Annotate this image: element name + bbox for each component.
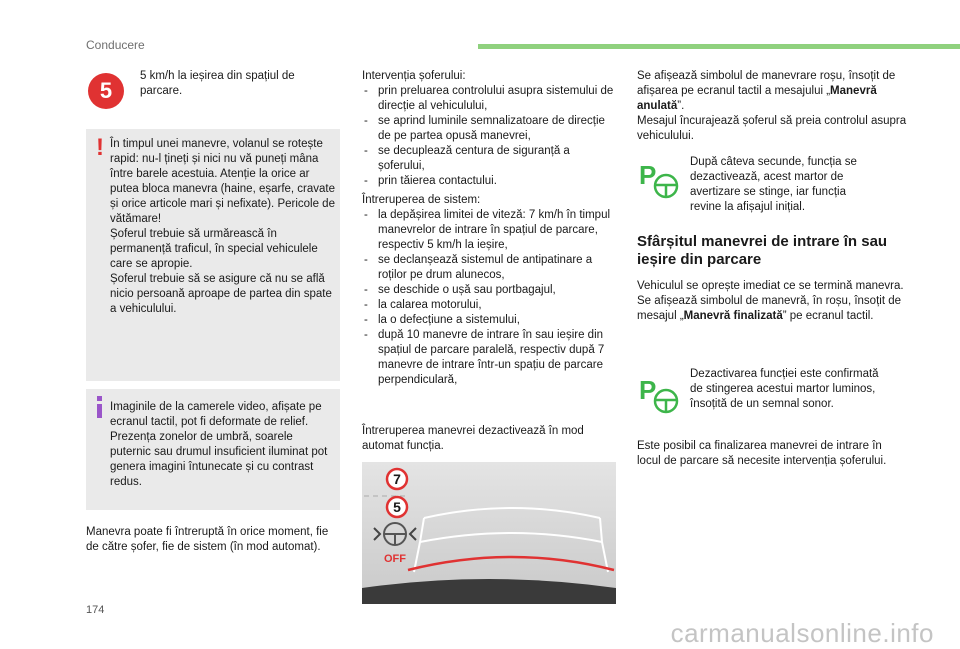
list-item: - se aprind luminile semnalizatoare de direcție de pe partea opusă manevrei, bbox=[362, 114, 618, 144]
note-confirmation: Dezactivarea funcției este confirmată de stingerea acestui martor luminos, însoțită de un semnal sonor. bbox=[690, 368, 879, 410]
warning-text: În timpul unei manevre, volanul se rotește rapid: nu-l țineți și nici nu vă puneți mâna între barele acestuia. Atenție la orice ar putea bloca manevra (haine, eșarfe, cravate și orice articole mari și nefixate). Pericole de vătămare! Șoferul trebuie să urmărească în permanență traficul, în special vehiculele care se apropie. Șoferul trebuie să se asigure că nu se află nicio persoană aproape de partea din spate a vehiculului. bbox=[110, 138, 336, 315]
list-item: - se decuplează centura de siguranță a șoferului, bbox=[362, 144, 618, 174]
bottom-left-text: Manevra poate fi întreruptă în orice moment, fie de către șofer, fie de sistem (în mod automat). bbox=[86, 526, 329, 553]
speed-badge: 5 bbox=[88, 73, 124, 109]
park-assist-icon bbox=[637, 158, 681, 202]
list-item: - după 10 manevre de intrare în sau ieșire din spațiul de parcare paralelă, respectiv după 7 manevre de intrare într-un spațiu de parcare perpendiculară, bbox=[362, 328, 618, 388]
off-label: OFF bbox=[384, 553, 406, 565]
speed-limit-5: 5 bbox=[393, 499, 401, 515]
finished-message: Manevră finalizată bbox=[683, 310, 783, 322]
park-assist-icon bbox=[637, 373, 681, 417]
watermark: carmanualsonline.info bbox=[670, 618, 934, 648]
page-number: 174 bbox=[86, 604, 105, 616]
list-item: - se declanșează sistemul de antipatinare a roților pe drum alunecos, bbox=[362, 253, 618, 283]
finished-paragraph: Vehiculul se oprește imediat ce se termină manevra. Se afișează simbolul de manevră, în roșu, însoțit de mesajul „Manevră finalizată” pe ecranul tactil. bbox=[637, 280, 904, 322]
speed-limit-7: 7 bbox=[393, 471, 401, 487]
list-item: - se deschide o ușă sau portbagajul, bbox=[362, 283, 618, 298]
info-icon bbox=[94, 396, 106, 420]
interruption-note: Întreruperea manevrei dezactivează în mod automat funcția. bbox=[362, 425, 584, 452]
camera-image bbox=[362, 462, 616, 604]
warning-box bbox=[86, 129, 340, 381]
list-item: - la depășirea limitei de viteză: 7 km/h în timpul manevrelor de intrare în spațiul de parcare, respectiv 5 km/h la ieșire, bbox=[362, 208, 618, 253]
driver-intervention bbox=[362, 69, 618, 189]
svg-text:P: P bbox=[639, 375, 657, 405]
header-bar bbox=[478, 44, 960, 49]
list-item: - la calarea motorului, bbox=[362, 298, 618, 313]
driver-intervention-list bbox=[362, 84, 618, 189]
system-interruption-list bbox=[362, 208, 618, 388]
info-box bbox=[86, 389, 340, 510]
note-deactivation: După câteva secunde, funcția se dezactivează, acest martor de avertizare se stinge, iar funcția revine la afișajul inițial. bbox=[690, 156, 857, 213]
system-interruption-heading: Întreruperea de sistem: bbox=[362, 194, 481, 206]
subtitle: Sfârșitul manevrei de intrare în sau ieșire din parcare bbox=[637, 233, 888, 268]
svg-text:P: P bbox=[639, 160, 657, 190]
warning-icon: ! bbox=[96, 134, 104, 161]
section-title: Conducere bbox=[86, 38, 145, 52]
intro-text: 5 km/h la ieșirea din spațiul de parcare. bbox=[140, 70, 295, 97]
final-paragraph: Este posibil ca finalizarea manevrei de intrare în locul de parcare să necesite intervenția șoferului. bbox=[637, 440, 887, 467]
list-item: - la o defecțiune a sistemului, bbox=[362, 313, 618, 328]
list-item: - prin preluarea controlului asupra sistemului de direcție al vehiculului, bbox=[362, 84, 618, 114]
list-item: - prin tăierea contactului. bbox=[362, 174, 618, 189]
cancelled-message: Manevră anulată bbox=[637, 85, 877, 112]
cancelled-paragraph: Se afișează simbolul de manevrare roșu, însoțit de afișarea pe ecranul tactil a mesajului „Manevră anulată”. Mesajul încurajează șoferul să preia controlul asupra vehiculului. bbox=[637, 70, 907, 142]
info-text: Imaginile de la camerele video, afișate pe ecranul tactil, pot fi deformate de relief. Prezența zonelor de umbră, soarele puternic sau drumul insuficient iluminat pot genera imagini întunecate și cu contrast redus. bbox=[110, 401, 328, 488]
driver-intervention-heading: Intervenția șoferului: bbox=[362, 70, 466, 82]
system-interruption bbox=[362, 193, 618, 388]
